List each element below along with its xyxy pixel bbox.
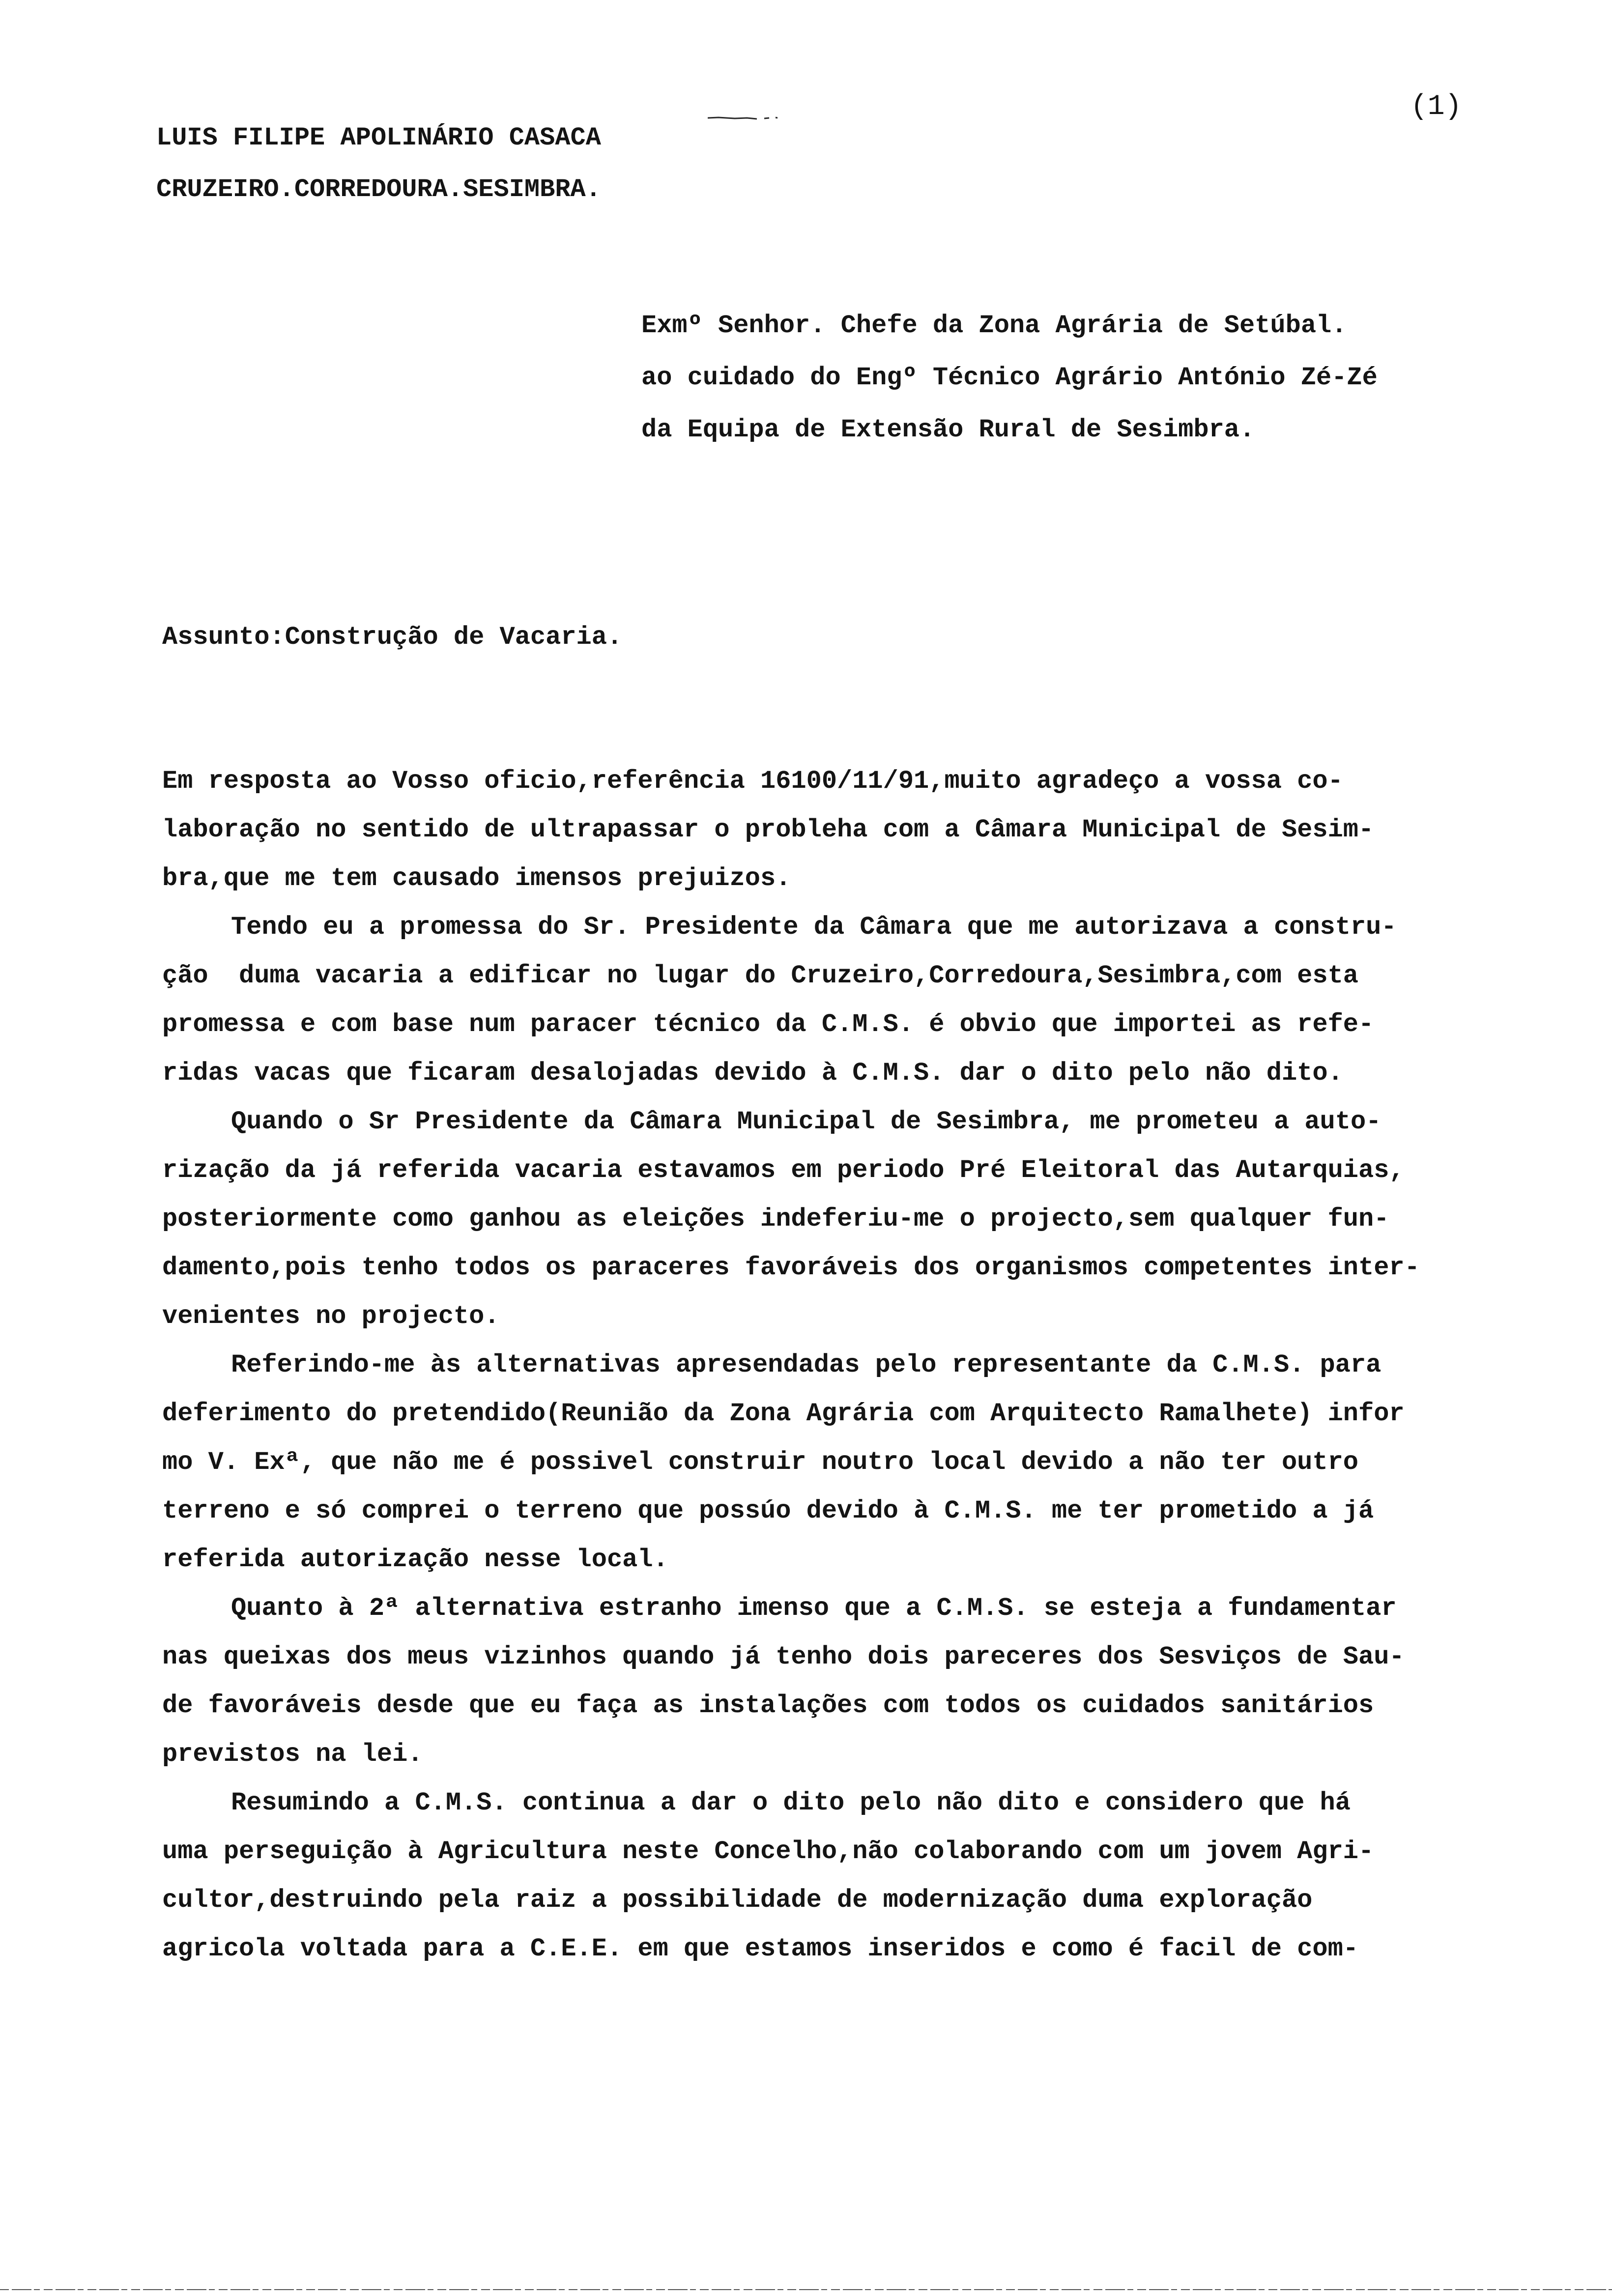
recipient-line: ao cuidado do Engº Técnico Agrário António Zé-Zé — [641, 363, 1378, 392]
letter-line: Quanto à 2ª alternativa estranho imenso que a C.M.S. se esteja a fundamentar — [231, 1594, 1397, 1623]
letter-line: agricola voltada para a C.E.E. em que estamos inseridos e como é facil de com- — [162, 1934, 1358, 1963]
letter-line: de favoráveis desde que eu faça as instalações com todos os cuidados sanitários — [162, 1691, 1374, 1720]
letter-line: previstos na lei. — [162, 1740, 423, 1769]
sender-name: LUIS FILIPE APOLINÁRIO CASACA — [156, 123, 601, 152]
letter-line: Tendo eu a promessa do Sr. Presidente da Câmara que me autorizava a constru- — [231, 913, 1397, 942]
recipient-block — [641, 300, 1378, 456]
ink-smudge — [708, 116, 781, 120]
subject-line: Assunto:Construção de Vacaria. — [162, 623, 623, 652]
letter-line: laboração no sentido de ultrapassar o probleha com a Câmara Municipal de Sesim- — [162, 815, 1374, 844]
letter-line: terreno e só comprei o terreno que possúo devido à C.M.S. me ter prometido a já — [162, 1496, 1374, 1525]
letter-line: cultor,destruindo pela raiz a possibilidade de modernização duma exploração — [162, 1886, 1313, 1915]
letter-line: posteriormente como ganhou as eleições indeferiu-me o projecto,sem qualquer fun- — [162, 1205, 1389, 1234]
letter-line: referida autorização nesse local. — [162, 1545, 668, 1574]
letter-line: ridas vacas que ficaram desalojadas devido à C.M.S. dar o dito pelo não dito. — [162, 1059, 1343, 1088]
scan-bottom-edge — [0, 2283, 1612, 2296]
letter-line: Quando o Sr Presidente da Câmara Municipal de Sesimbra, me prometeu a auto- — [231, 1107, 1382, 1136]
letter-line: Resumindo a C.M.S. continua a dar o dito pelo não dito e considero que há — [231, 1788, 1351, 1817]
letter-line: nas queixas dos meus vizinhos quando já tenho dois pareceres dos Sesviços de Sau- — [162, 1642, 1405, 1671]
letter-line: Em resposta ao Vosso oficio,referência 16100/11/91,muito agradeço a vossa co- — [162, 767, 1343, 796]
letter-line: uma perseguição à Agricultura neste Concelho,não colaborando com um jovem Agri- — [162, 1837, 1374, 1866]
letter-line: damento,pois tenho todos os paraceres favoráveis dos organismos competentes inter- — [162, 1253, 1420, 1282]
letter-line: bra,que me tem causado imensos prejuizos. — [162, 864, 791, 893]
letter-line: promessa e com base num paracer técnico da C.M.S. é obvio que importei as refe- — [162, 1010, 1374, 1039]
letter-body — [162, 757, 1587, 1973]
letter-line: Referindo-me às alternativas apresendadas pelo representante da C.M.S. para — [231, 1350, 1382, 1379]
sender-address: CRUZEIRO.CORREDOURA.SESIMBRA. — [156, 175, 601, 204]
recipient-line: da Equipa de Extensão Rural de Sesimbra. — [641, 415, 1255, 444]
page-number: (1) — [1410, 91, 1462, 123]
letter-line: deferimento do pretendido(Reunião da Zona Agrária com Arquitecto Ramalhete) infor — [162, 1399, 1405, 1428]
recipient-line: Exmº Senhor. Chefe da Zona Agrária de Setúbal. — [641, 311, 1347, 340]
letter-line: venientes no projecto. — [162, 1302, 500, 1331]
sender-block — [156, 112, 601, 215]
letter-line: rização da já referida vacaria estavamos em periodo Pré Eleitoral das Autarquias, — [162, 1156, 1405, 1185]
letter-line: mo V. Exª, que não me é possivel construir noutro local devido a não ter outro — [162, 1448, 1358, 1477]
letter-line: ção duma vacaria a edificar no lugar do Cruzeiro,Corredoura,Sesimbra,com esta — [162, 961, 1358, 990]
